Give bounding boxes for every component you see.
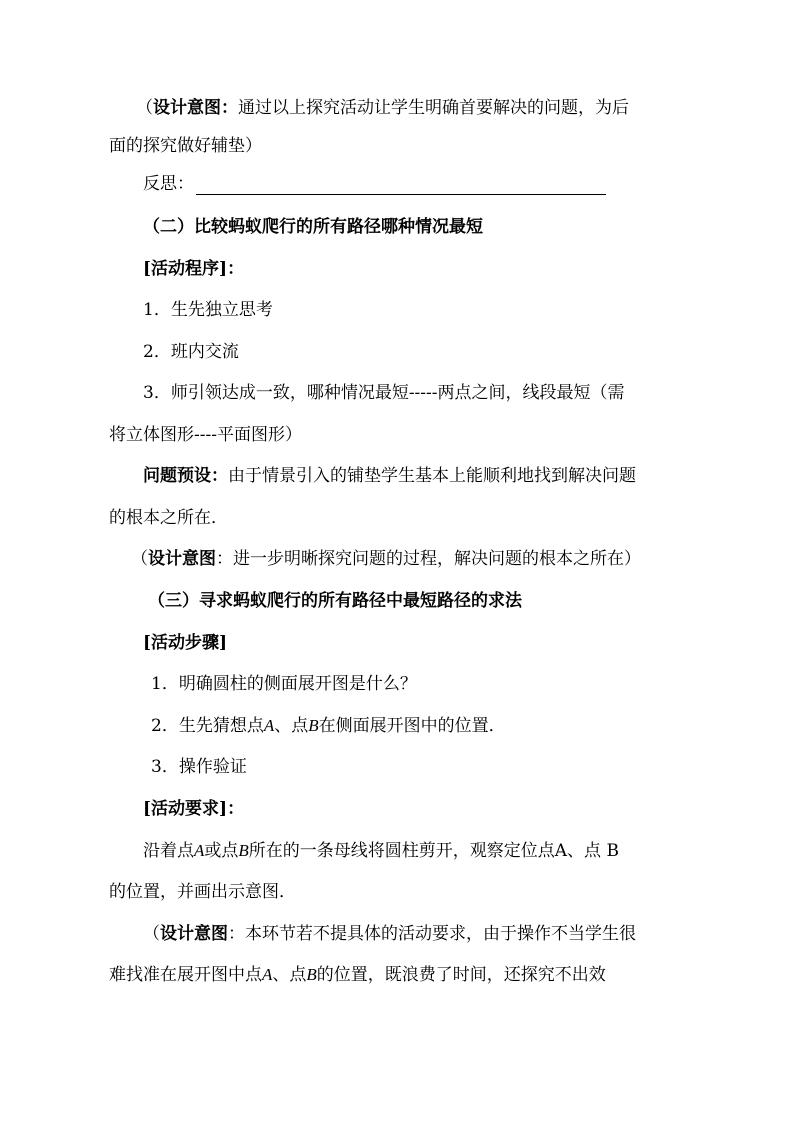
reflection-label: 反思： bbox=[143, 174, 194, 194]
problem-preset-label: 问题预设： bbox=[143, 466, 228, 486]
step2-text-mid: 、点 bbox=[274, 716, 309, 736]
step2-text-post: 在侧面展开图中的位置． bbox=[318, 716, 506, 736]
intent-line2-post: 的位置，既浪费了时间，还探究不出效 bbox=[316, 965, 606, 985]
program-step-2: 2．班内交流 bbox=[143, 342, 239, 362]
problem-preset-line2: 的根本之所在． bbox=[109, 508, 228, 528]
design-intent-paragraph-1 bbox=[136, 97, 629, 119]
open-paren: （ bbox=[136, 98, 153, 118]
step2-text-pre: 2．生先猜想点 bbox=[151, 716, 264, 736]
point-a-symbol: A bbox=[194, 841, 205, 860]
design-intent-text: 通过以上探究活动让学生明确首要解决的问题，为后 bbox=[238, 98, 629, 118]
req-text-post: 所在的一条母线将圆柱剪开，观察定位点A、点 B bbox=[248, 841, 619, 861]
design-intent-label: 设计意图 bbox=[148, 549, 216, 569]
design-intent-paragraph-2 bbox=[131, 548, 641, 570]
design-intent-text-line2: 面的探究做好辅垫） bbox=[109, 136, 262, 156]
intent-line2-mid: 、点 bbox=[272, 965, 307, 985]
activity-step-2 bbox=[151, 715, 506, 737]
section-heading-2: （二）比较蚂蚁爬行的所有路径哪种情况最短 bbox=[143, 217, 483, 237]
reflection-line bbox=[143, 173, 606, 195]
design-intent-text: 本环节若不提具体的活动要求，由于操作不当学生很 bbox=[245, 924, 636, 944]
req-text-pre: 沿着点 bbox=[143, 841, 194, 861]
open-paren: （ bbox=[131, 549, 148, 569]
design-intent-label: 设计意图 bbox=[160, 924, 228, 944]
requirements-text-line2: 的位置，并画出示意图． bbox=[109, 882, 296, 902]
design-intent-text: ：进一步明晰探究问题的过程，解决问题的根本之所在） bbox=[216, 549, 641, 569]
problem-preset bbox=[143, 465, 636, 487]
problem-preset-text: 由于情景引入的铺垫学生基本上能顺利地找到解决问题 bbox=[228, 466, 636, 486]
program-step-1: 1．生先独立思考 bbox=[143, 300, 273, 320]
point-a-symbol: A bbox=[262, 965, 273, 984]
intent-colon: ： bbox=[228, 924, 245, 944]
section-heading-3: （三）寻求蚂蚁爬行的所有路径中最短路径的求法 bbox=[148, 591, 522, 611]
design-intent-paragraph-3 bbox=[143, 923, 636, 945]
activity-requirements-label: [活动要求]： bbox=[143, 799, 245, 819]
point-b-symbol: B bbox=[238, 841, 249, 860]
program-step-3: 3．师引领达成一致，哪种情况最短-----两点之间，线段最短（需 bbox=[143, 383, 625, 403]
activity-steps-label: [活动步骤] bbox=[143, 633, 228, 653]
point-b-symbol: B bbox=[306, 965, 317, 984]
point-b-symbol: B bbox=[308, 716, 319, 735]
req-text-mid: 或点 bbox=[204, 841, 239, 861]
program-step-3-cont: 将立体图形----平面图形） bbox=[109, 425, 302, 445]
activity-step-1: 1．明确圆柱的侧面展开图是什么？ bbox=[151, 674, 417, 694]
point-a-symbol: A bbox=[263, 716, 275, 735]
requirements-text bbox=[143, 840, 619, 862]
activity-step-3: 3．操作验证 bbox=[151, 757, 247, 777]
design-intent-label: 设计意图： bbox=[153, 98, 238, 118]
reflection-blank bbox=[196, 176, 606, 195]
open-paren: （ bbox=[143, 924, 160, 944]
intent-line2-pre: 难找准在展开图中点 bbox=[109, 965, 262, 985]
activity-program-label: [活动程序]： bbox=[143, 259, 245, 279]
design-intent-text-line2 bbox=[109, 964, 606, 986]
